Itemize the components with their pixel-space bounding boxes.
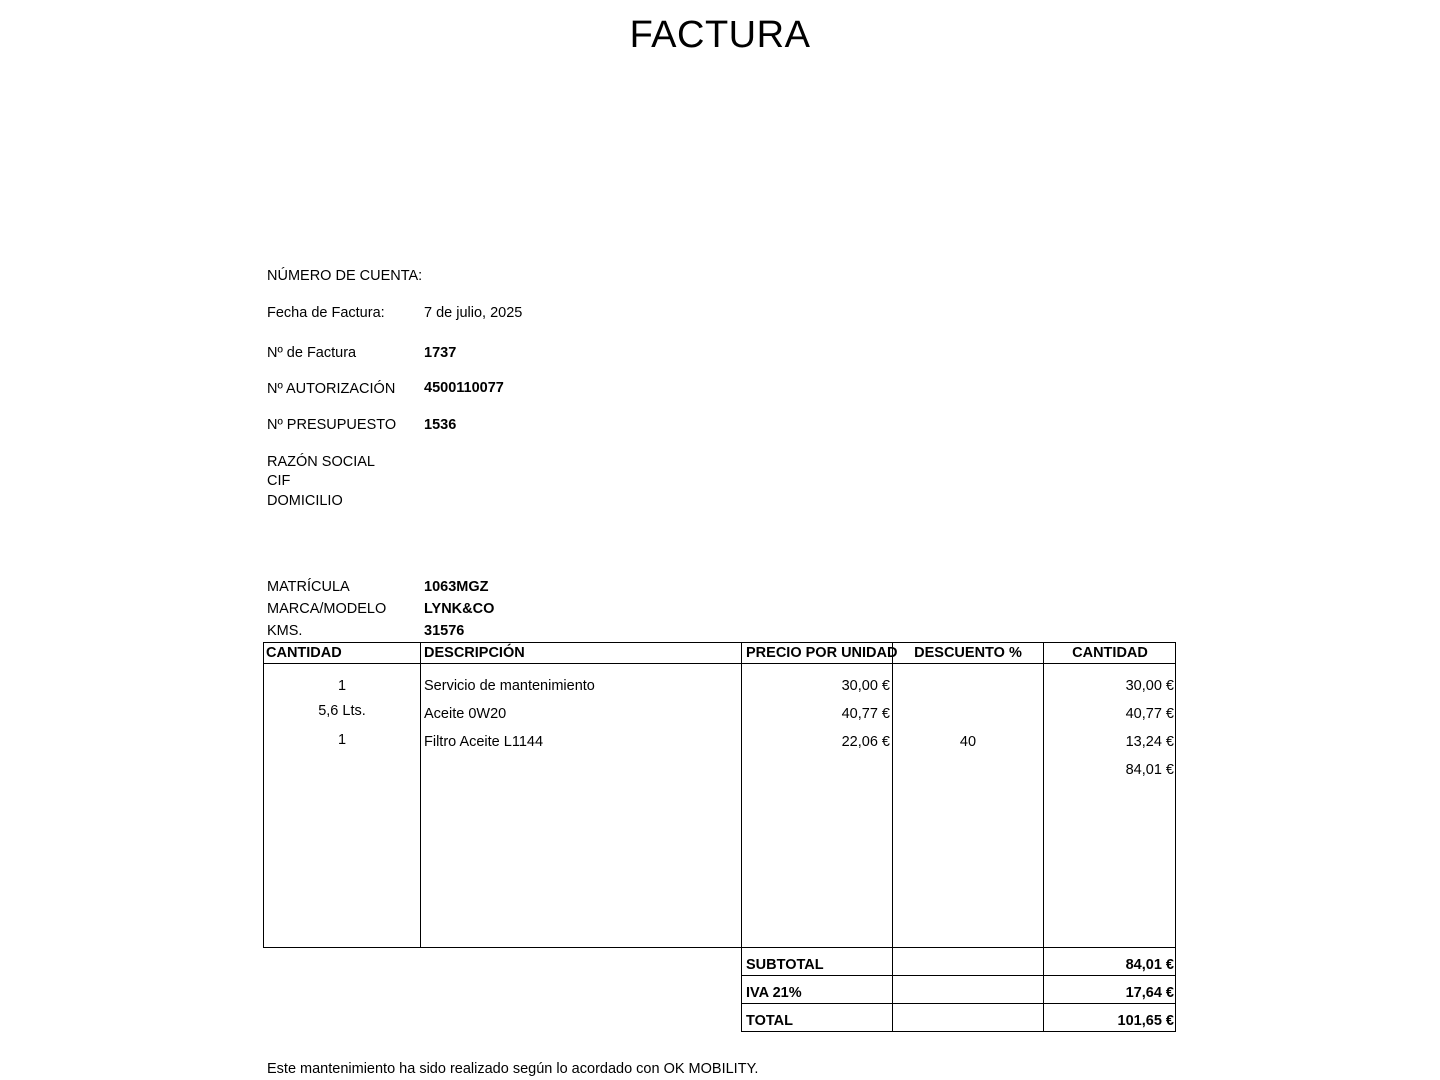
items-table: [263, 642, 1176, 948]
row-divider: [742, 1003, 1175, 1004]
total-label: TOTAL: [746, 1013, 793, 1029]
row-amount: 30,00 €: [1125, 678, 1174, 694]
mileage-label: KMS.: [267, 623, 303, 639]
footer-note: Este mantenimiento ha sido realizado según lo acordado con OK MOBILITY.: [267, 1061, 759, 1077]
invoice-title: FACTURA: [629, 14, 811, 56]
header-discount: DESCUENTO %: [914, 645, 1022, 661]
vat-value: 17,64 €: [1125, 985, 1174, 1001]
authorization-value: 4500110077: [424, 380, 504, 396]
plate-value: 1063MGZ: [424, 579, 489, 595]
row-unit-price: 22,06 €: [841, 734, 890, 750]
row-amount: 40,77 €: [1125, 706, 1174, 722]
row-quantity: 1: [337, 732, 347, 748]
row-divider: [742, 975, 1175, 976]
row-unit-price: 40,77 €: [841, 706, 890, 722]
header-description: DESCRIPCIÓN: [424, 645, 525, 661]
subtotal-value: 84,01 €: [1125, 957, 1174, 973]
make-model-label: MARCA/MODELO: [267, 601, 387, 617]
column-divider: [892, 948, 893, 1031]
header-unit-price: PRECIO POR UNIDAD: [746, 645, 898, 661]
subtotal-label: SUBTOTAL: [746, 957, 824, 973]
row-description: Filtro Aceite L1144: [424, 734, 544, 750]
column-divider: [892, 643, 893, 947]
make-model-value: LYNK&CO: [424, 601, 495, 617]
vat-label: IVA 21%: [746, 985, 802, 1001]
mileage-value: 31576: [424, 623, 465, 639]
customer-block: [267, 452, 375, 512]
row-unit-price: 30,00 €: [841, 678, 890, 694]
row-quantity: 5,6 Lts.: [318, 703, 366, 719]
row-description: Aceite 0W20: [424, 706, 507, 722]
row-description: Servicio de mantenimiento: [424, 678, 595, 694]
invoice-number-label: Nº de Factura: [267, 345, 357, 361]
row-amount: 13,24 €: [1125, 734, 1174, 750]
total-value: 101,65 €: [1117, 1013, 1174, 1029]
items-sum-amount: 84,01 €: [1125, 762, 1174, 778]
budget-value: 1536: [424, 417, 457, 433]
row-discount: 40: [959, 734, 977, 750]
invoice-date-value: 7 de julio, 2025: [424, 305, 523, 321]
tax-id-label: CIF: [267, 472, 291, 489]
header-divider: [264, 663, 1175, 664]
totals-table: [741, 948, 1176, 1032]
account-number-label: NÚMERO DE CUENTA:: [267, 268, 423, 284]
invoice-date-label: Fecha de Factura:: [267, 305, 385, 321]
row-quantity: 1: [337, 678, 347, 694]
header-quantity: CANTIDAD: [266, 645, 342, 661]
authorization-label: Nº AUTORIZACIÓN: [267, 381, 396, 397]
invoice-number-value: 1737: [424, 345, 457, 361]
address-label: DOMICILIO: [267, 493, 343, 509]
company-name-label: RAZÓN SOCIAL: [267, 454, 375, 470]
budget-label: Nº PRESUPUESTO: [267, 417, 397, 433]
column-divider: [420, 643, 421, 947]
plate-label: MATRÍCULA: [267, 579, 350, 595]
header-amount: CANTIDAD: [1072, 645, 1148, 661]
